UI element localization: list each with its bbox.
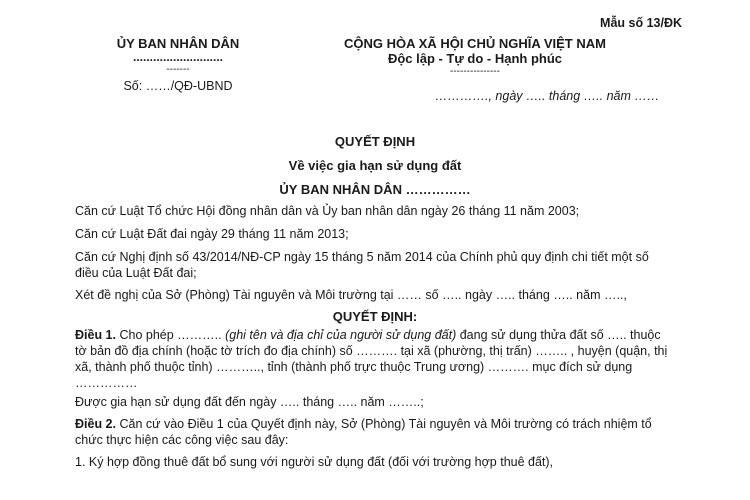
header-dash: --------------- — [450, 66, 500, 77]
article-1-text-cont: đang sử dụng thửa đất số ….. thuộc tờ bản đồ địa chính (hoặc tờ trích đo địa chính) số ………. tại xã (phường, thị trấn) …….. , huyện (quận, thị xã, thành phố thuộc tỉnh) ……….., tỉnh (thành phố trực thuộc Trung ương) ………. mục đích sử dụng …………… — [75, 328, 668, 390]
decision-heading: QUYẾT ĐỊNH: — [332, 309, 418, 324]
basis-4: Xét đề nghị của Sở (Phòng) Tài nguyên và Môi trường tại …… số ….. ngày ….. tháng ….. năm ….., — [75, 288, 627, 302]
article-2-text: Căn cứ vào Điều 1 của Quyết định này, Sở (Phòng) Tài nguyên và Môi trường có trách nhiệm tổ chức thực hiện các công việc sau đây: — [75, 417, 652, 447]
article-2 — [75, 416, 675, 448]
agency-name: ỦY BAN NHÂN DÂN — [116, 36, 240, 51]
basis-2: Căn cứ Luật Đất đai ngày 29 tháng 11 năm 2013; — [75, 227, 349, 241]
document-subject: Về việc gia hạn sử dụng đất — [288, 158, 462, 173]
date-line: …………., ngày ….. tháng ….. năm …… — [435, 89, 660, 103]
left-header — [98, 36, 258, 93]
article-1-label: Điều 1. — [75, 328, 116, 342]
document-title: QUYẾT ĐỊNH — [334, 134, 416, 149]
article-1-text: Cho phép ……….. — [116, 328, 226, 342]
issuer: ỦY BAN NHÂN DÂN …………… — [279, 182, 471, 197]
country-name: CỘNG HÒA XÃ HỘI CHỦ NGHĨA VIỆT NAM — [344, 36, 606, 51]
article-1-extension: Được gia hạn sử dụng đất đến ngày ….. tháng ….. năm ……..; — [75, 395, 424, 409]
article-2-item-1: 1. Ký hợp đồng thuê đất bổ sung với người sử dụng đất (đối với trường hợp thuê đất), — [75, 455, 554, 469]
basis-3: Căn cứ Nghị định số 43/2014/NĐ-CP ngày 15 tháng 5 năm 2014 của Chính phủ quy định chi tiết một số điều của Luật Đất đai; — [75, 250, 649, 280]
document-number: Số: ……/QĐ-UBND — [123, 79, 233, 93]
basis-1: Căn cứ Luật Tổ chức Hội đồng nhân dân và Ủy ban nhân dân ngày 26 tháng 11 năm 2003; — [75, 204, 580, 218]
article-1 — [75, 327, 675, 391]
form-code: Mẫu số 13/ĐK — [600, 16, 682, 30]
agency-dots: ........................... — [132, 50, 224, 64]
motto: Độc lập - Tự do - Hạnh phúc — [387, 51, 563, 66]
header-dash: ------- — [166, 64, 190, 75]
article-1-italic: (ghi tên và địa chỉ của người sử dụng đất) — [225, 328, 457, 342]
right-header — [320, 36, 630, 78]
article-2-label: Điều 2. — [75, 417, 116, 431]
